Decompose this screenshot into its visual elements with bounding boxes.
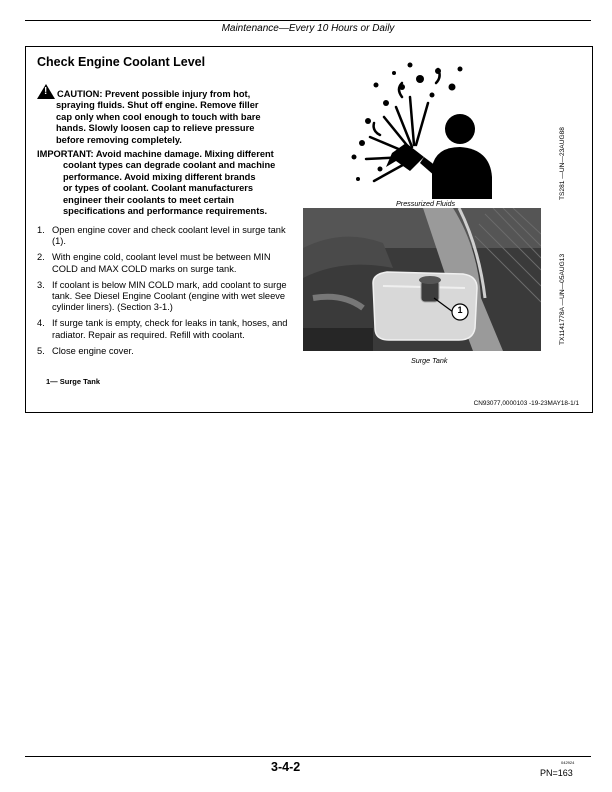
caution-line-5: before removing completely. — [56, 134, 182, 145]
section-title: Check Engine Coolant Level — [37, 55, 206, 69]
step-text: If coolant is below MIN COLD mark, add coolant to surge tank. See Diesel Engine Coolant (engine with wet sleeve cylinder liners). (Section 3-1.) — [52, 279, 287, 313]
page-number: 3-4-2 — [271, 760, 301, 774]
surge-tank-callout: 1 — [457, 305, 463, 315]
surge-tank-photo-drawing — [303, 208, 541, 351]
surge-tank-photo — [303, 208, 541, 351]
figure-caption-surge-tank: Surge Tank — [411, 356, 448, 365]
pressurized-fluids-illustration — [340, 57, 498, 199]
figure-code-ts281: TS281 —UN—23AUG88 — [559, 127, 566, 200]
figure-code-tx1141778a: TX1141778A —UN—05AUG13 — [559, 253, 566, 345]
important-line-5: engineer their coolants to meet certain — [63, 194, 235, 205]
caution-label: CAUTION: — [57, 89, 103, 99]
step-text: Close engine cover. — [52, 345, 134, 356]
important-line-6: specifications and performance requirements. — [63, 206, 268, 217]
procedure-steps — [37, 225, 291, 362]
step-item — [37, 252, 291, 275]
step-item — [37, 225, 291, 248]
footer-rule — [25, 756, 591, 757]
step-number: 1. — [37, 225, 45, 235]
step-number: 3. — [37, 279, 45, 290]
important-line-4: or types of coolant. Coolant manufacturers — [63, 183, 254, 194]
important-block — [37, 149, 299, 217]
header-rule — [25, 20, 591, 21]
step-number: 5. — [37, 345, 45, 356]
step-item — [37, 280, 291, 314]
warning-triangle-icon — [37, 84, 55, 99]
step-item — [37, 346, 291, 357]
step-text: With engine cold, coolant level must be between MIN COLD and MAX COLD marks on surge tank. — [52, 252, 271, 274]
step-text: If surge tank is empty, check for leaks in tank, hoses, and radiator. Repair as required. Refill with coolant. — [52, 318, 288, 340]
important-line-3: performance. Avoid mixing different brands — [63, 171, 256, 182]
running-header: Maintenance—Every 10 Hours or Daily — [221, 23, 395, 34]
document-id: CN93077,0000103 -19-23MAY18-1/1 — [473, 400, 579, 407]
caution-line-2: spraying fluids. Shut off engine. Remove filler — [56, 100, 259, 111]
important-line-1: Avoid machine damage. Mixing different — [95, 149, 274, 159]
important-label: IMPORTANT: — [37, 149, 94, 159]
caution-line-4: hands. Slowly loosen cap to relieve pressure — [56, 123, 255, 134]
step-number: 2. — [37, 252, 45, 263]
footer-small-code: 042924 — [561, 760, 575, 765]
pn-number: PN=163 — [540, 768, 573, 778]
step-number: 4. — [37, 318, 45, 329]
step-text: Open engine cover and check coolant level in surge tank (1). — [52, 225, 286, 247]
figure-caption-pressurized-fluids: Pressurized Fluids — [396, 199, 456, 208]
caution-line-3: cap only when cool enough to touch with bare — [56, 111, 261, 122]
callout-legend: 1— Surge Tank — [46, 377, 101, 386]
step-item — [37, 318, 291, 341]
caution-block — [37, 84, 299, 146]
caution-line-1: Prevent possible injury from hot, — [105, 89, 251, 99]
important-line-2: coolant types can degrade coolant and machine — [63, 160, 276, 171]
